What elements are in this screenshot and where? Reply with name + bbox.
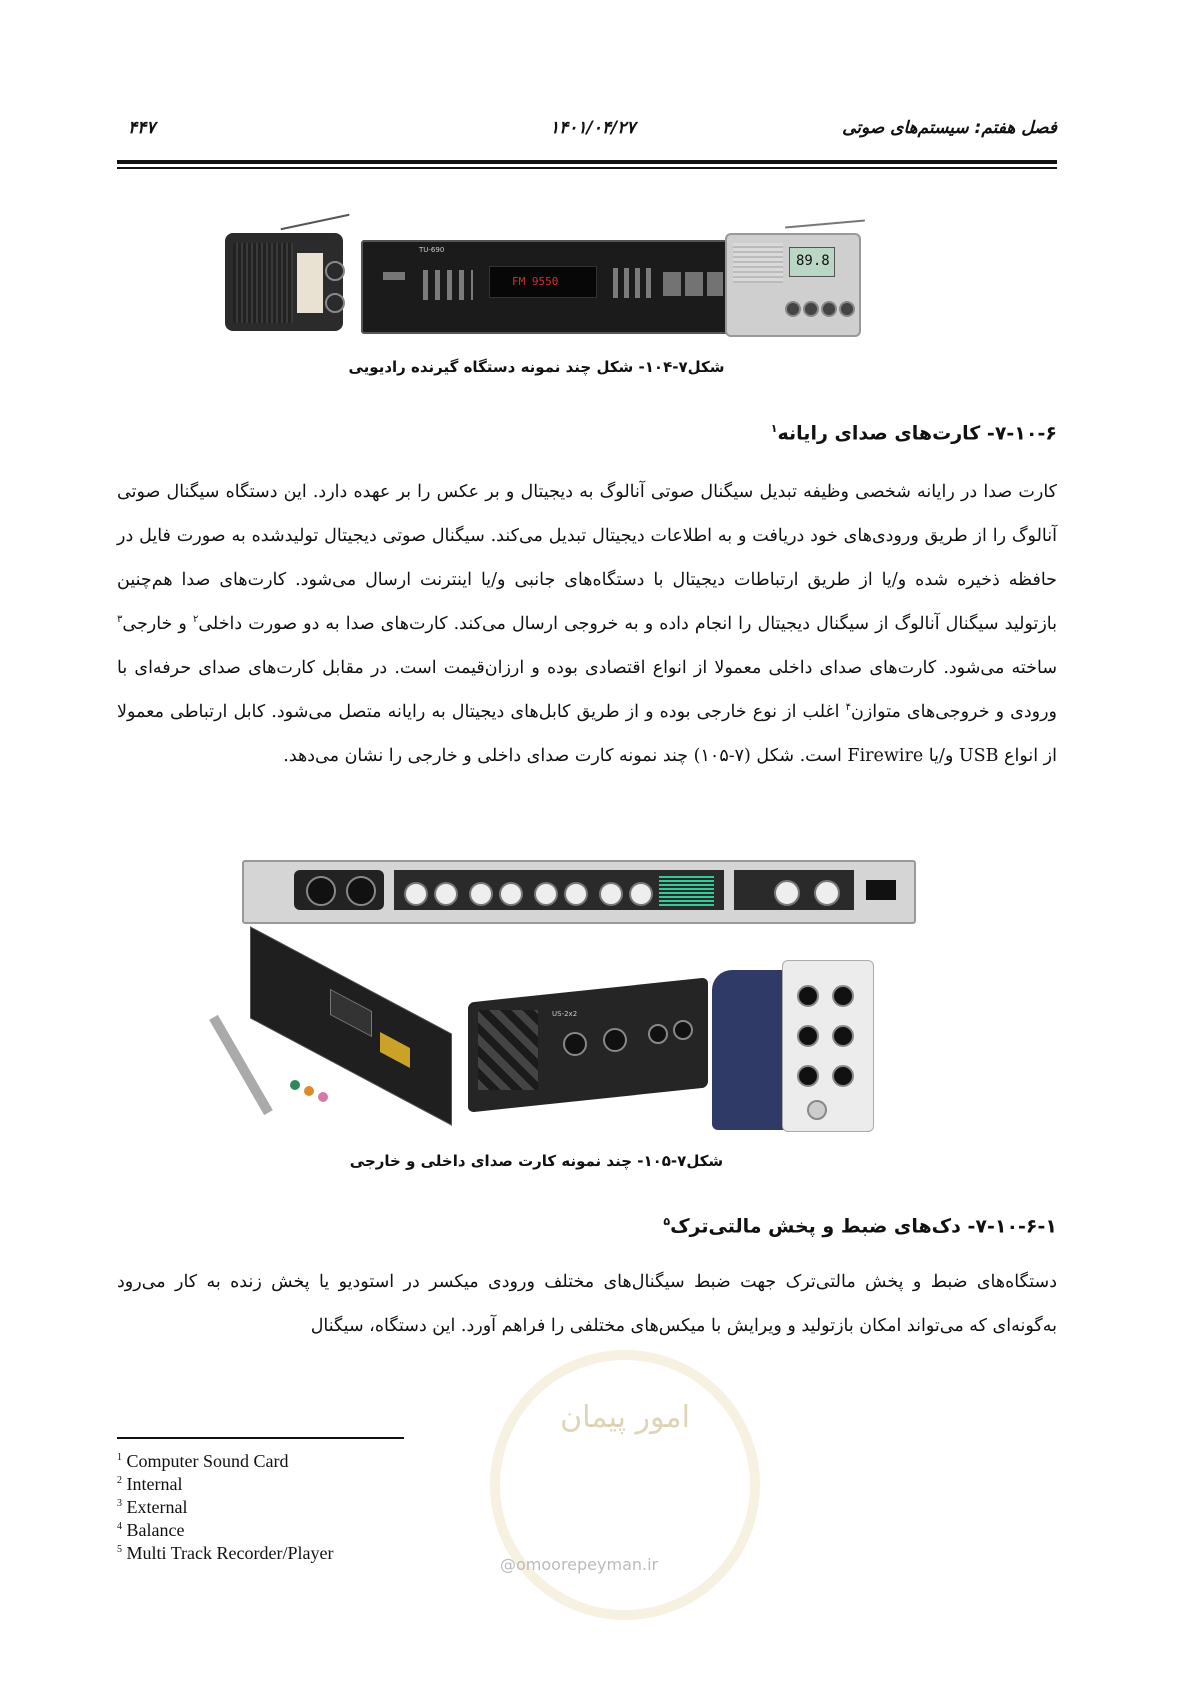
pci-sound-card-icon bbox=[230, 960, 460, 1130]
pocket-radio-icon bbox=[725, 233, 855, 333]
footnote-rule bbox=[117, 1437, 404, 1439]
pocket-radio-display: 89.8 bbox=[796, 253, 830, 269]
figure-sound-cards bbox=[230, 860, 930, 1135]
paragraph-multitrack: دستگاه‌های ضبط و پخش مالتی‌ترک جهت ضبط سیگنال‌های مختلف ورودی میکسر در استودیو یا پخش زنده به کار می‌رود به‌گونه‌ای که می‌تواند امکان بازتولید و ویرایش با میکس‌های مختلفی را فراهم آورد. این دستگاه، سیگنال bbox=[117, 1272, 1057, 1336]
paragraph-part-2: و خارجی bbox=[122, 614, 193, 634]
section-heading-sound-cards bbox=[771, 422, 1057, 444]
footnote-3: $^3$ External bbox=[117, 1497, 188, 1517]
figure-radio-receivers bbox=[225, 218, 925, 348]
desktop-audio-interface-icon bbox=[712, 950, 892, 1130]
portable-radio-icon bbox=[225, 233, 350, 333]
footnote-ref-4: ۴ bbox=[845, 702, 851, 714]
footnote-ref-2: ۲ bbox=[192, 614, 199, 626]
usb-interface-label: US-2x2 bbox=[552, 1010, 578, 1018]
section-heading-text: ۷-۱۰-۶- کارت‌های صدای رایانه bbox=[777, 422, 1057, 445]
footnote-2: $^2$ Internal bbox=[117, 1474, 183, 1494]
footnote-4: $^4$ Balance bbox=[117, 1520, 185, 1540]
figure-1-caption: شکل۷-۱۰۴- شکل چند نمونه دستگاه گیرنده رادیویی bbox=[348, 358, 725, 376]
footnote-ref-3: ۳ bbox=[117, 614, 123, 626]
usb-audio-interface-icon bbox=[468, 970, 708, 1120]
section-heading-multitrack bbox=[663, 1215, 1057, 1237]
paragraph-part-1: کارت صدا در رایانه شخصی وظیفه تبدیل سیگنال صوتی آنالوگ به دیجیتال و بر عکس را بر عهده دارد. این دستگاه سیگنال صوتی آنالوگ را از طریق ورودی‌های خود دریافت و به اطلاعات دیجیتال تبدیل می‌کند. سیگنال صوتی دیجیتال تولیدشده به صورت فایل در حافظه ذخیره شده و/یا از طریق ارتباطات دیجیتال با دستگاه‌های جانبی و/یا اینترنت ارسال می‌شود. کارت‌های صدا هم‌چنین بازتولید سیگنال آنالوگ از سیگنال دیجیتال را انجام داده و به خروجی ارسال می‌کند. کارت‌های صدا به دو صورت داخلی bbox=[117, 482, 1057, 634]
page-number: ۴۴۷ bbox=[128, 118, 156, 138]
header-rule-thick bbox=[117, 160, 1057, 164]
rack-tuner-icon bbox=[361, 240, 745, 334]
tuner-display: FM 9550 bbox=[512, 275, 559, 288]
header-date: ۱۴۰۱/۰۴/۲۷ bbox=[550, 118, 636, 138]
figure-2-caption: شکل۷-۱۰۵- چند نمونه کارت صدای داخلی و خارجی bbox=[349, 1152, 724, 1170]
footnote-5: $^5$ Multi Track Recorder/Player bbox=[117, 1543, 334, 1563]
watermark-url: @omoorepeyman.ir bbox=[500, 1555, 659, 1574]
watermark-logo-text: امور پیمان bbox=[560, 1400, 690, 1435]
section2-heading-text: ۷-۱۰-۶-۱- دک‌های ضبط و پخش مالتی‌ترک bbox=[670, 1215, 1057, 1238]
footnote-ref-1: ۱ bbox=[770, 422, 778, 435]
footnote-ref-5: ۵ bbox=[663, 1215, 671, 1228]
paragraph-sound-cards bbox=[117, 470, 1057, 778]
tuner-model-label: TU-690 bbox=[419, 246, 445, 254]
header-rule-thin bbox=[117, 167, 1057, 169]
rack-audio-interface-icon bbox=[242, 860, 916, 924]
footnote-1: $^1$ Computer Sound Card bbox=[117, 1451, 289, 1471]
paragraph-part-4: اغلب از نوع خارجی بوده و از طریق کابل‌های دیجیتال به رایانه متصل می‌شود. کابل ارتباطی معمولا از انواع USB و/یا Firewire است. شکل (۷-۱۰۵) چند نمونه کارت صدای داخلی و خارجی را نشان می‌دهد. bbox=[117, 702, 1057, 766]
paragraph-part-3: ساخته می‌شود. کارت‌های صدای داخلی معمولا از انواع اقتصادی بوده و ارزان‌قیمت است. در مقابل کارت‌های صدای حرفه‌ای با ورودی و خروجی‌های متوازن bbox=[117, 658, 1057, 722]
watermark-logo-icon bbox=[490, 1350, 760, 1620]
chapter-title: فصل هفتم: سیستم‌های صوتی bbox=[842, 118, 1057, 138]
